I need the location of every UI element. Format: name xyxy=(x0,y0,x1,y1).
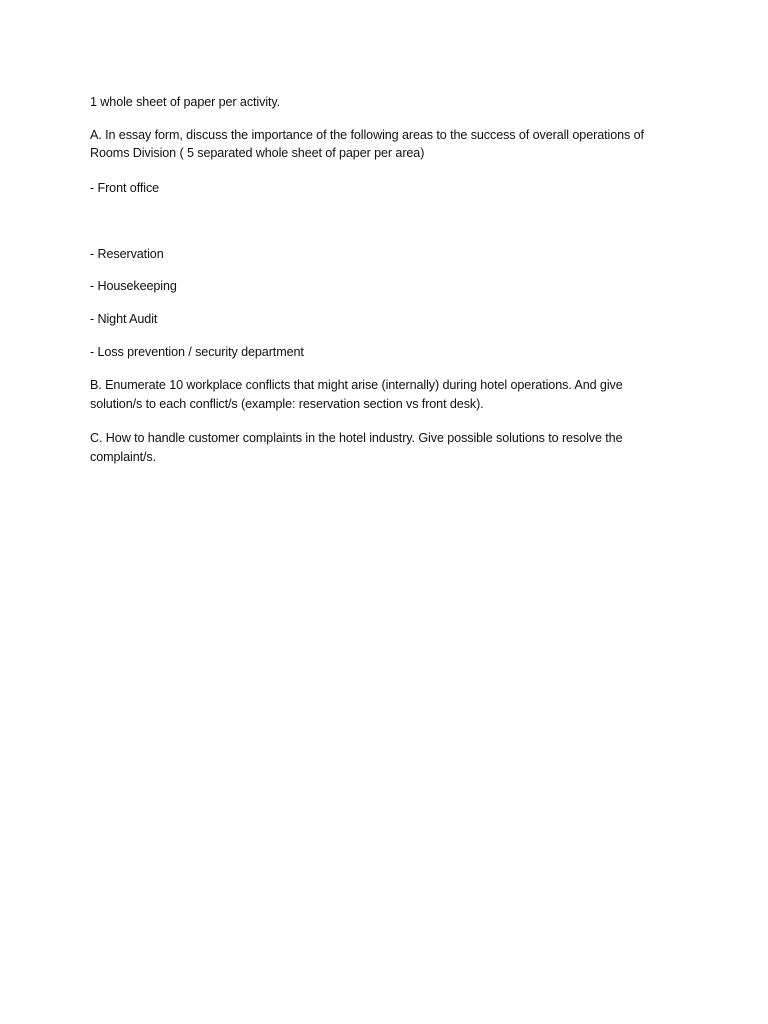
section-b-line-1: B. Enumerate 10 workplace conflicts that might arise (internally) during hotel operations. And give xyxy=(90,378,623,392)
area-night-audit: - Night Audit xyxy=(90,312,158,326)
section-b-line-2: solution/s to each conflict/s (example: reservation section vs front desk). xyxy=(90,397,484,411)
section-c-line-1: C. How to handle customer complaints in the hotel industry. Give possible solutions to resolve the xyxy=(90,431,623,445)
section-a-line-2: Rooms Division ( 5 separated whole sheet of paper per area) xyxy=(90,146,425,160)
intro-line: 1 whole sheet of paper per activity. xyxy=(90,95,281,109)
section-c-line-2: complaint/s. xyxy=(90,450,156,464)
area-housekeeping: - Housekeeping xyxy=(90,279,177,293)
section-a-line-1: A. In essay form, discuss the importance of the following areas to the success of overall operations of xyxy=(90,128,644,142)
area-reservation: - Reservation xyxy=(90,247,164,261)
area-front-office: - Front office xyxy=(90,181,160,195)
area-loss-prevention: - Loss prevention / security department xyxy=(90,345,304,359)
